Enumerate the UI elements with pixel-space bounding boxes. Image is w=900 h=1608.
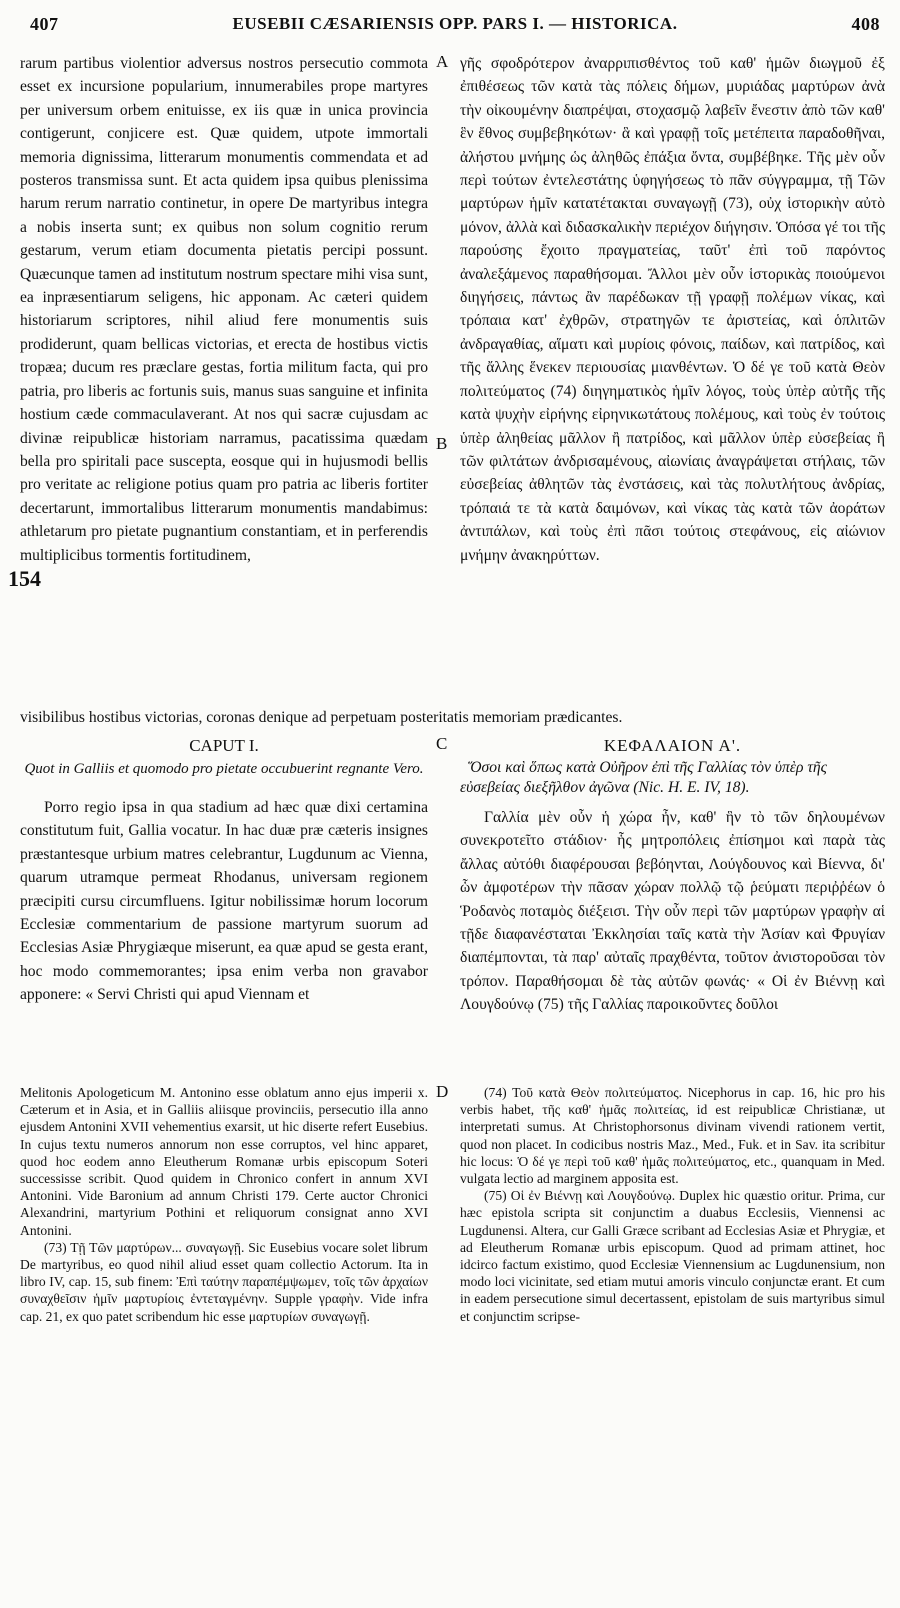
folio-right: 408 bbox=[851, 14, 880, 34]
latin-intro-column bbox=[20, 52, 428, 567]
kefalaion-subtitle: Ὅσοι καὶ ὅπως κατὰ Οὐῆρον ἐπὶ τῆς Γαλλίας τὸν ὑπὲρ τῆς εὐσεβείας διεξῆλθον ἀγῶνα (Nic. H. E. IV, 18). bbox=[460, 759, 827, 796]
margin-letter-d: D bbox=[436, 1082, 449, 1101]
running-head bbox=[30, 14, 880, 44]
page-reference-number: 154 bbox=[8, 566, 41, 591]
latin-intro-text: rarum partibus violentior adversus nostros persecutio commota esset ex incursione popularium, innumerabiles prope martyres per universum orbem enituisse, ex iis quæ in unica provincia contigerunt, conjicere est. Quæ quidem, utpote immortali memoria dignissima, litterarum monumentis commendata et ad posteros transmissa sunt. Et acta quidem ipsa quibus plenissima harum rerum narratio continetur, in opere De martyribus integra a nobis inserta sunt; ex quibus non solum cognitio rerum gestarum, verum etiam documenta pietatis percipi possunt. Quæcunque tamen ad institutum nostrum spectare mihi visa sunt, ea inpræsentiarum seligens, hic apponam. Ac cæteri quidem historiarum scriptores, nihil aliud fere monumentis suis prodiderunt, quam bellicas victorias, et erecta de hostibus victis tropæa; ducum res præclare gestas, fortia militum facta, qui pro patria, pro liberis ac fortunis suis, manus suas sanguine et infinita hostium cæde commaculaverant. At nos qui sacræ cujusdam ac divinæ reipublicæ historiam narramus, pacatissima quædam bella pro spiritali pace suscepta, eosque qui in hujusmodi bellis pro veritate ac religione potius quam pro patria ac liberis fortiter decertarunt, immortalibus litterarum monumentis mandabimus: athletarum pro pietate pugnantium constantiam, et in perferendis multiplicibus tormentis fortitudinem, bbox=[20, 55, 428, 564]
greek-intro-column bbox=[460, 52, 885, 567]
footnote-74: (74) Τοῦ κατὰ Θεὸν πολιτεύματος. Nicephorus in cap. 16, hic pro his verbis habet, τῆς καθ' ἡμᾶς πολιτείας, id est reipublicæ Christianæ, ut interpretati sumus. At Christophorsonus divinam vivendi rationem vertit, quod non placet. In codicibus nostris Maz., Med., Fuk. et in Sav. ita scribitur hic locus: Ὁ δέ γε περὶ τοῦ καθ' ἡμᾶς πολιτεύματος, etc., quanquam in Med. vulgata lectio ad marginem apposita est. bbox=[460, 1085, 885, 1187]
kefalaion-title: ΚΕΦΑΛΑΙΟΝ Α'. bbox=[603, 736, 742, 755]
footnotes-right bbox=[460, 1084, 885, 1325]
page-title: EUSEBII CÆSARIENSIS OPP. PARS I. — HISTORICA. bbox=[232, 14, 678, 33]
footnote-continuation: Melitonis Apologeticum M. Antonino esse oblatum anno ejus imperii x. Cæterum et in Asia, et in Galliis aliisque provinciis, persecutio illa anno ejusdem Antonini XVII vehementius exarsit, ut hic diserte refert Eusebius. In cujus textu numeros annorum non esse corruptos, vel hinc apparet, quod hoc eodem anno Eleutherum Romanæ urbis episcopum Soteri successisse scribit. Quod quidem in Chronico confert in annum XVI Antonini. Vide Baronium ad annum Christi 179. Certe auctor Chronici Alexandrini, martyrium Pothini et reliquorum consignat anno XVI Antonini. bbox=[20, 1085, 428, 1238]
footnote-73: (73) Τῇ Τῶν μαρτύρων... συναγωγῇ. Sic Eusebius vocare solet librum De martyribus, eo quod nihil aliud esset quam collectio Actorum. Ita in libro IV, cap. 15, sub finem: Ἐπὶ ταύτην παραπέμψωμεν, τοῖς τῶν ἀρχαίων συναχθεῖσιν ἡμῖν μαρτυρίοις ἐντεταγμένην. Supple γραφὴν. Vide infra cap. 21, ex quo patet scribendum hic esse μαρτυρίων συναγωγῇ. bbox=[20, 1239, 428, 1324]
latin-caput-text: Porro regio ipsa in qua stadium ad hæc quæ dixi certamina constitutum fuit, Gallia vocatur. In hac duæ præ cæteris insignes præstantesque urbium matres celebrantur, Lugdunum ac Vienna, quarum utramque permeat Rhodanus, universam regionem præcipiti cursu circumfluens. Igitur nobilissimæ horum locorum Ecclesiæ commentarium de passione martyrum suorum ad Ecclesias Asiæ Phrygiæque miserunt, ea quæ apud se gesta erant, hoc modo commemorantes; ipsa enim verba non gravabor apponere: « Servi Christi qui apud Viennam et bbox=[20, 799, 428, 1004]
folio-left: 407 bbox=[30, 14, 59, 34]
greek-intro-text: γῆς σφοδρότερον ἀναρριπισθέντος τοῦ καθ' ἡμῶν διωγμοῦ ἐξ ἐπιθέσεως τῶν κατὰ τὰς πόλεις δήμων, μυριάδας μαρτύρων ἀνὰ τὴν οἰκουμένην διαπρέψαι, στοχασμῷ λαβεῖν ἔνεστιν ἀπὸ τῶν καθ' ἓν ἔθνος συμβεβηκότων· ἃ καὶ γραφῇ τοῖς μετέπειτα παραδοθῆναι, ἀλήστου μνήμης ὡς ἀληθῶς ἐπάξια ὄντα, συμβέβηκε. Τῆς μὲν οὖν περὶ τούτων ἐντελεστάτης ὑφηγήσεως τὸ πᾶν σύγγραμμα, τῇ Τῶν μαρτύρων ἡμῖν κατατέτακται συναγωγῇ (73), οὐχ ἱστορικὴν αὐτὸ μόνον, ἀλλὰ καὶ διδασκαλικὴν περιέχον διήγησιν. Ὁπόσα γέ τοι τῆς παρούσης ἔχοιτο πραγματείας, ταῦτ' ἐπὶ τοῦ παρόντος ἀναλεξάμενος παραθήσομαι. Ἄλλοι μὲν οὖν ἱστορικὰς ποιούμενοι διηγήσεις, πάντως ἂν παρέδωκαν τῇ γραφῇ πολέμων νίκας, καὶ τρόπαια κατ' ἐχθρῶν, στρατηγῶν τε ἀριστείας, καὶ ὁπλιτῶν ἀνδραγαθίας, αἵματι καὶ μυρίοις φόνοις, παίδων, καὶ πατρίδος, καὶ τῆς ἄλλης ἕνεκεν περιουσίας μιανθέντων. Ὁ δέ γε τοῦ κατὰ Θεὸν πολιτεύματος (74) διηγηματικὸς ἡμῖν λόγος, τοὺς ὑπὲρ αὐτῆς τῆς κατὰ ψυχὴν εἰρήνης εἰρηνικωτάτους πολέμους, καὶ τοὺς ἐν τούτοις ὑπὲρ ἀληθείας μᾶλλον ἢ πατρίδος, καὶ μᾶλλον ὑπὲρ εὐσεβείας ἢ τῶν φιλτάτων ἀνδρισαμένους, αἰωνίαις ἀναγράψεται στήλαις, τῶν εὐσεβείας ἀθλητῶν τὰς ἐνστάσεις, καὶ τὰς πολυτλήτους ἀνδρίας, τρόπαιά τε τὰ κατὰ δαιμόνων, καὶ νίκας τὰς κατὰ τῶν ἀοράτων ἀντιπάλων, καὶ τοὺς ἐπὶ πᾶσι τούτοις στεφάνους, εἰς αἰώνιον μνήμην ἀνακηρύττων. bbox=[460, 55, 885, 564]
spanning-line-text: visibilibus hostibus victorias, coronas denique ad perpetuam posteritatis memoriam prædicantes. bbox=[20, 709, 623, 726]
margin-letter-a: A bbox=[436, 52, 449, 71]
greek-caput-text: Γαλλία μὲν οὖν ἡ χώρα ἦν, καθ' ἣν τὸ τῶν δηλουμένων συνεκροτεῖτο στάδιον· ἧς μητροπόλεις ἐπίσημοι καὶ παρὰ τὰς ἄλλας αὐτόθι διαφέρουσαι βεβόηνται, Λούγδουνος καὶ Βίεννα, δι' ὧν ἀμφοτέρων τὴν πᾶσαν χώραν πολλῷ τῷ ῥεύματι περιῤῥέων ὁ Ῥοδανὸς ποταμὸς διέξεισι. Τὴν οὖν περὶ τῶν μαρτύρων γραφὴν αἱ τῇδε διαφανέσταται Ἐκκλησίαι ταῖς κατὰ τὴν Ἀσίαν καὶ Φρυγίαν διαπέμπονται, τὰ παρ' αὐταῖς πραχθέντα, τοῦτον ἀνιστοροῦσαι τὸν τρόπον. Παραθήσομαι δὲ τὰς αὐτῶν φωνάς· « Οἱ ἐν Βιέννῃ καὶ Λουγδούνῳ (75) τῆς Γαλλίας παροικοῦντες δοῦλοι bbox=[460, 809, 885, 1014]
latin-caput-column bbox=[20, 736, 428, 1007]
footnotes-left bbox=[20, 1084, 428, 1325]
caput-title: CAPUT I. bbox=[189, 736, 259, 755]
caput-subtitle: Quot in Galliis et quomodo pro pietate occubuerint regnante Vero. bbox=[24, 761, 424, 777]
greek-caput-column bbox=[460, 736, 885, 1017]
footnote-75: (75) Οἱ ἐν Βιέννῃ καὶ Λουγδούνῳ. Duplex hic quæstio oritur. Prima, cur hæc epistola scripta sit conjunctim a duabus Ecclesiis, Viennensi ac Lugdunensi. Altera, cur Galli Græce scribant ad Ecclesias Asiæ et Phrygiæ, et ad Eleutherum Romanæ urbis episcopum. Quod ad primam attinet, hoc idcirco factum existimo, quod Ecclesiæ Viennensium ac Lugdunensium, non modo loci vicinitate, sed etiam mutui amoris vinculo conjunctæ erant. Et cum in eadem persecutione simul decertassent, epistolam de suis martyribus simul et conjunctim scripse- bbox=[460, 1188, 885, 1324]
spanning-line bbox=[20, 706, 885, 729]
margin-letter-b: B bbox=[436, 434, 448, 453]
margin-letter-c: C bbox=[436, 734, 448, 753]
